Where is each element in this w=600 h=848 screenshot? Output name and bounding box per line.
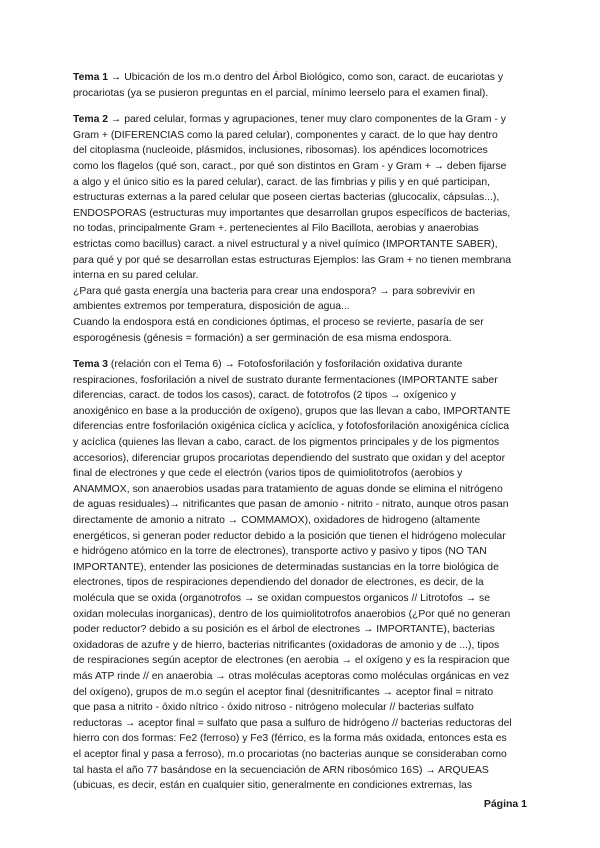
- tema-2-text: → pared celular, formas y agrupaciones, tener muy claro componentes de la Gram - y Gram + (DIFERENCIAS como la pared celular), componentes y caract. de lo que hay dentro del citoplasma (nucleoide, plásmidos, inclusiones, ribosomas). los apéndices locomotrices como los flagelos (qué son, caract., por qué son distintos en Gram - y Gram + → deben fijarse a algo y el único sitio es la pared celular), caract. de las fimbrias y pilis y en qué participan, estructuras externas a la pared celular que poseen ciertas bacterias (glucocalix, cápsulas...), ENDOSPORAS (estructuras muy importantes que desarrollan grupos específicos de bacterias, no todas, principalmente Gram +. pertenecientes al Filo Bacillota, aerobias y anaerobias estrictas como bacillus) caract. a nivel estructural y a nivel químico (IMPORTANTE SABER), para qué y por qué se desarrollan estas estructuras Ejemplos: las Gram + no tienen membrana interna en su pared celular.: [73, 114, 512, 282]
- tema-3-paragraph: [73, 357, 512, 794]
- tema-2-title: Tema 2: [73, 114, 109, 126]
- tema-2-germination-line: Cuando la endospora está en condiciones óptimas, el proceso se revierte, pasaría de ser esporogénesis (génesis = formación) a ser germinación de esa misma endospora.: [73, 316, 484, 344]
- tema-1-text: → Ubicación de los m.o dentro del Árbol Biológico, como son, caract. de eucariotas y procariotas (ya se pusieron preguntas en el parcial, mínimo leerselo para el examen final).: [73, 72, 504, 99]
- page-number: Página 1: [483, 798, 527, 810]
- tema-1-paragraph: [73, 70, 512, 101]
- tema-2-question-line: ¿Para qué gasta energía una bacteria para crear una endospora? → para sobrevivir en ambientes extremos por temperatura, disposición de agua...: [73, 285, 476, 313]
- tema-3-text: (relación con el Tema 6) → Fotofosforilación y fosforilación oxidativa durante respiraciones, fosforilación a nivel de sustrato durante fermentaciones (IMPORTANTE saber diferencias, caract. de todos los casos), caract. de fototrofos (2 tipos → oxígenico y anoxigénico en base a la producción de oxígeno), grupos que las llevan a cabo, IMPORTANTE diferencias entre fosforilación oxigénica cíclica y acíclica, y fotofosforilación anoxigénica cíclica y acíclica (quienes las llevan a cabo, caract. de los pigmentos principales y de los pigmentos accesorios), diferenciar grupos procariotas dependiendo del sustrato que oxidan y del aceptor final de electrones y que cede el electrón (varios tipos de quimiolitotrofos (aerobios y ANAMMOX, son anaerobios usadas para tratamiento de aguas donde se elimina el nitrógeno de aguas residuales)→ nitrificantes que pasan de amonio - nitrito - nitrato, aunque otros pasan directamente de amonio a nitrato → COMMAMOX), oxidadores de hidrogeno (altamente energéticos, si generan poder reductor debido a la posición que tienen el hidrógeno molecular e hidrógeno atómico en la torre de electrones), transporte activo y pasivo y tipos (NO TAN IMPORTANTE), entender las posiciones de determinadas sustancias en la torre biológica de electrones, tipos de respiraciones dependiendo del donador de electrones, es decir, de la molécula que se oxida (organotrofos → se oxidan compuestos organicos // Litrotofos → se oxidan moleculas inorganicas), dentro de los quimiolitotrofos anaerobios (¿Por qué no generan poder reductor? debido a su posición es el árbol de electrones → IMPORTANTE), bacterias oxidadoras de azufre y de hierro, bacterias nitrificantes (oxidadoras de amonio y de ...), tipos de respiraciones según aceptor de electrones (en aerobia → el oxígeno y es la respiracion que más ATP rinde // en anaerobia → otras moléculas aceptoras como moléculas orgánicas en vez del oxígeno), grupos de m.o según el aceptor final (desnitrificantes → aceptor final = nitrato que pasa a nitrito - óxido nítrico - óxido nitroso - nitrógeno molecular // bacterias sulfato reductoras → aceptor final = sulfato que pasa a sulfuro de hidrógeno // bacterias reductoras del hierro con dos formas: Fe2 (ferroso) y Fe3 (férrico, es la forma más oxidada, entonces esta es el aceptor final y pasa a ferroso), m.o procariotas (no bacterias aunque se consideraban como tal hasta el año 77 basándose en la secuenciación de ARN ribosómico 16S) → ARQUEAS (ubicuas, es decir, están en cualquier sitio, generalmente en condiciones extremas, las: [73, 359, 512, 792]
- tema-3-title: Tema 3: [73, 359, 109, 371]
- tema-2-paragraph: [73, 112, 512, 346]
- tema-1-title: Tema 1: [73, 72, 109, 83]
